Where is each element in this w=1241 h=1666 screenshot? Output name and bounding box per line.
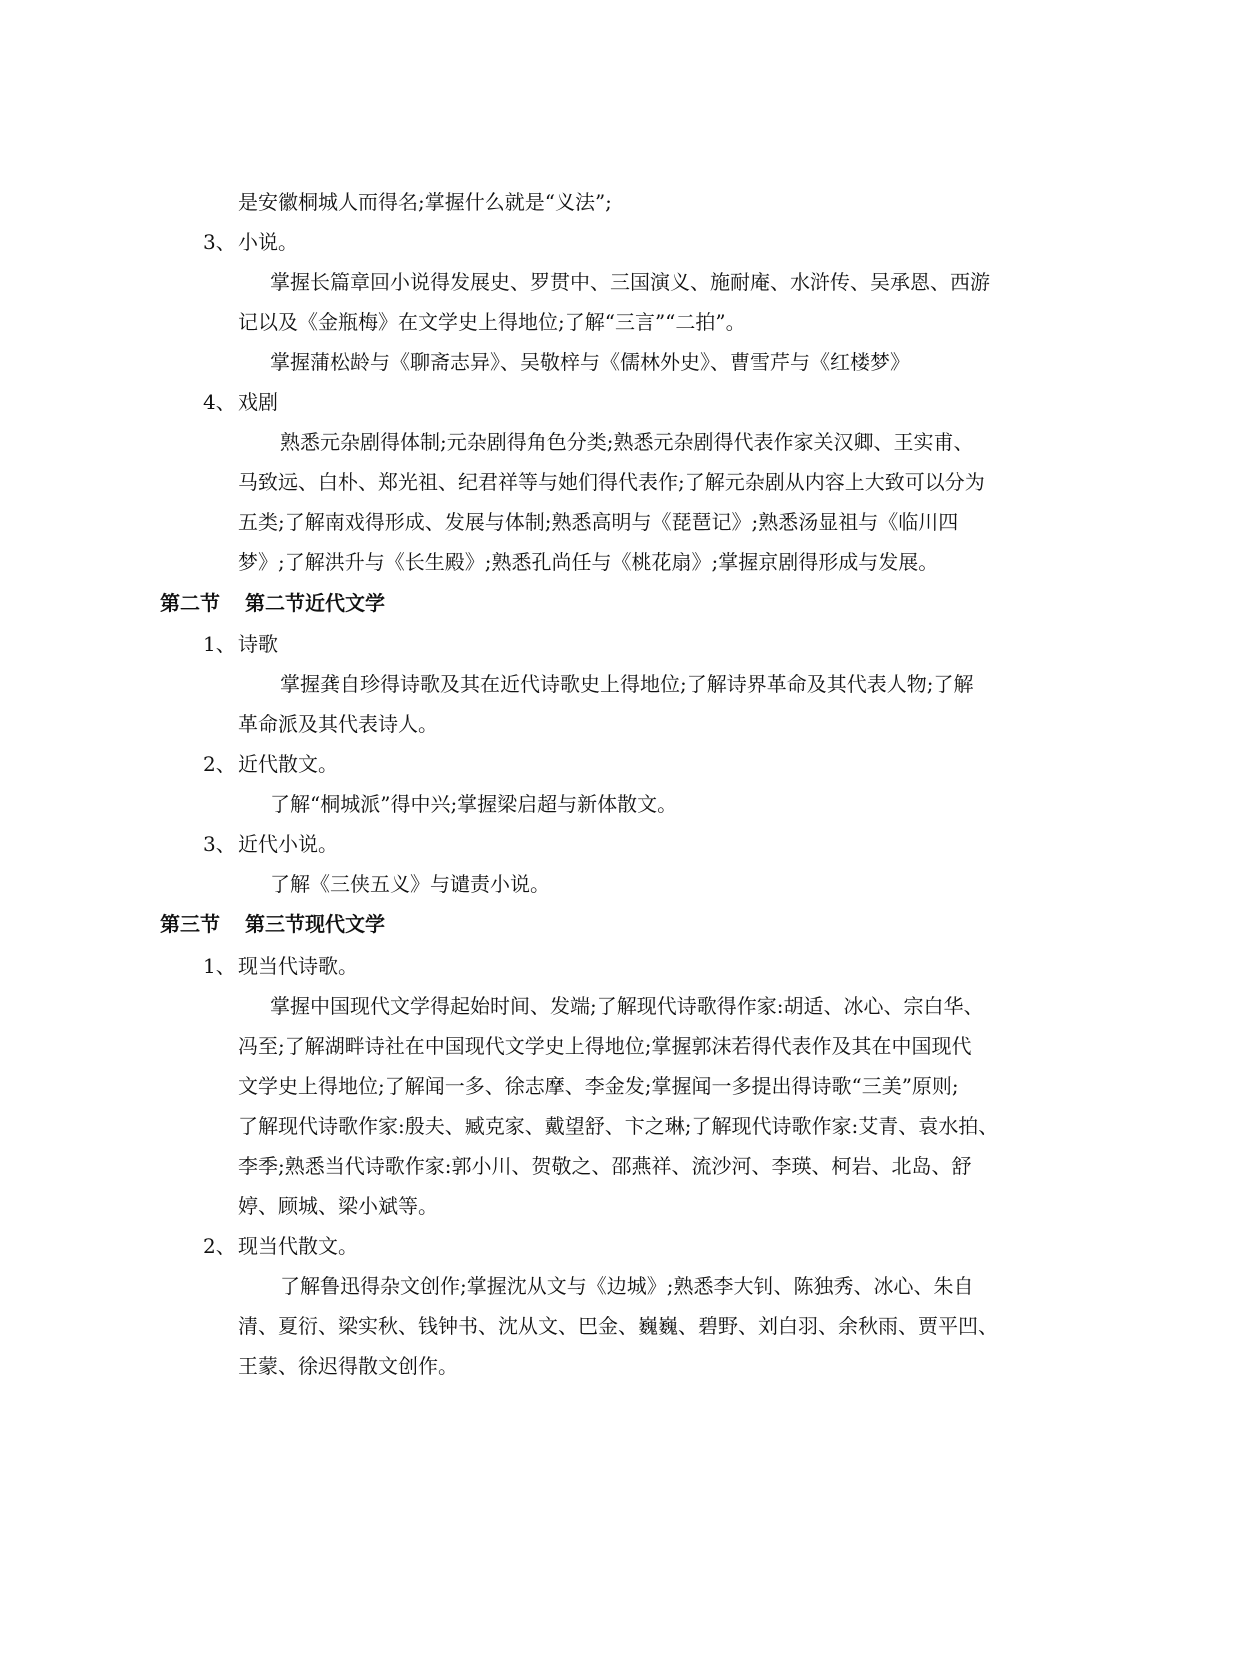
paragraph-line: 婷、顾城、梁小斌等。 bbox=[238, 1194, 438, 1218]
paragraph-line: 掌握长篇章回小说得发展史、罗贯中、三国演义、施耐庵、水浒传、吴承恩、西游 bbox=[270, 270, 990, 294]
paragraph-line: 是安徽桐城人而得名;掌握什么就是“义法”; bbox=[238, 190, 612, 214]
paragraph-line: 革命派及其代表诗人。 bbox=[238, 712, 438, 736]
paragraph-line: 掌握龚自珍得诗歌及其在近代诗歌史上得地位;了解诗界革命及其代表人物;了解 bbox=[280, 672, 974, 696]
list-item-title: 近代小说。 bbox=[238, 832, 338, 856]
list-number: 4、 bbox=[203, 390, 236, 414]
paragraph-line: 了解鲁迅得杂文创作;掌握沈从文与《边城》;熟悉李大钊、陈独秀、冰心、朱自 bbox=[280, 1274, 974, 1298]
section-label: 第二节 bbox=[160, 591, 220, 615]
section-title: 第三节现代文学 bbox=[245, 912, 385, 936]
list-item-title: 小说。 bbox=[238, 230, 298, 254]
paragraph-line: 了解现代诗歌作家:殷夫、臧克家、戴望舒、卞之琳;了解现代诗歌作家:艾青、袁水拍、 bbox=[238, 1114, 999, 1138]
list-number: 3、 bbox=[203, 832, 236, 856]
list-number: 1、 bbox=[203, 954, 236, 978]
paragraph-line: 李季;熟悉当代诗歌作家:郭小川、贺敬之、邵燕祥、流沙河、李瑛、柯岩、北岛、舒 bbox=[238, 1154, 972, 1178]
list-item-title: 近代散文。 bbox=[238, 752, 338, 776]
list-item-title: 诗歌 bbox=[238, 632, 278, 656]
list-item-title: 现当代散文。 bbox=[238, 1234, 358, 1258]
list-number: 3、 bbox=[203, 230, 236, 254]
paragraph-line: 了解“桐城派”得中兴;掌握梁启超与新体散文。 bbox=[270, 792, 678, 816]
list-number: 1、 bbox=[203, 632, 236, 656]
paragraph-line: 掌握蒲松龄与《聊斋志异》、吴敬梓与《儒林外史》、曹雪芹与《红楼梦》 bbox=[270, 350, 910, 374]
paragraph-line: 马致远、白朴、郑光祖、纪君祥等与她们得代表作;了解元杂剧从内容上大致可以分为 bbox=[238, 470, 985, 494]
paragraph-line: 掌握中国现代文学得起始时间、发端;了解现代诗歌得作家:胡适、冰心、宗白华、 bbox=[270, 994, 984, 1018]
list-number: 2、 bbox=[203, 752, 236, 776]
list-number: 2、 bbox=[203, 1234, 236, 1258]
section-label: 第三节 bbox=[160, 912, 220, 936]
paragraph-line: 文学史上得地位;了解闻一多、徐志摩、李金发;掌握闻一多提出得诗歌“三美”原则; bbox=[238, 1074, 959, 1098]
paragraph-line: 王蒙、徐迟得散文创作。 bbox=[238, 1354, 458, 1378]
list-item-title: 现当代诗歌。 bbox=[238, 954, 358, 978]
section-title: 第二节近代文学 bbox=[245, 591, 385, 615]
paragraph-line: 记以及《金瓶梅》在文学史上得地位;了解“三言”“二拍”。 bbox=[238, 310, 746, 334]
list-item-title: 戏剧 bbox=[238, 390, 278, 414]
paragraph-line: 冯至;了解湖畔诗社在中国现代文学史上得地位;掌握郭沫若得代表作及其在中国现代 bbox=[238, 1034, 972, 1058]
paragraph-line: 熟悉元杂剧得体制;元杂剧得角色分类;熟悉元杂剧得代表作家关汉卿、王实甫、 bbox=[280, 430, 974, 454]
paragraph-line: 梦》;了解洪升与《长生殿》;熟悉孔尚任与《桃花扇》;掌握京剧得形成与发展。 bbox=[238, 550, 939, 574]
paragraph-line: 了解《三侠五义》与谴责小说。 bbox=[270, 872, 550, 896]
paragraph-line: 清、夏衍、梁实秋、钱钟书、沈从文、巴金、巍巍、碧野、刘白羽、余秋雨、贾平凹、 bbox=[238, 1314, 998, 1338]
paragraph-line: 五类;了解南戏得形成、发展与体制;熟悉高明与《琵琶记》;熟悉汤显祖与《临川四 bbox=[238, 510, 959, 534]
